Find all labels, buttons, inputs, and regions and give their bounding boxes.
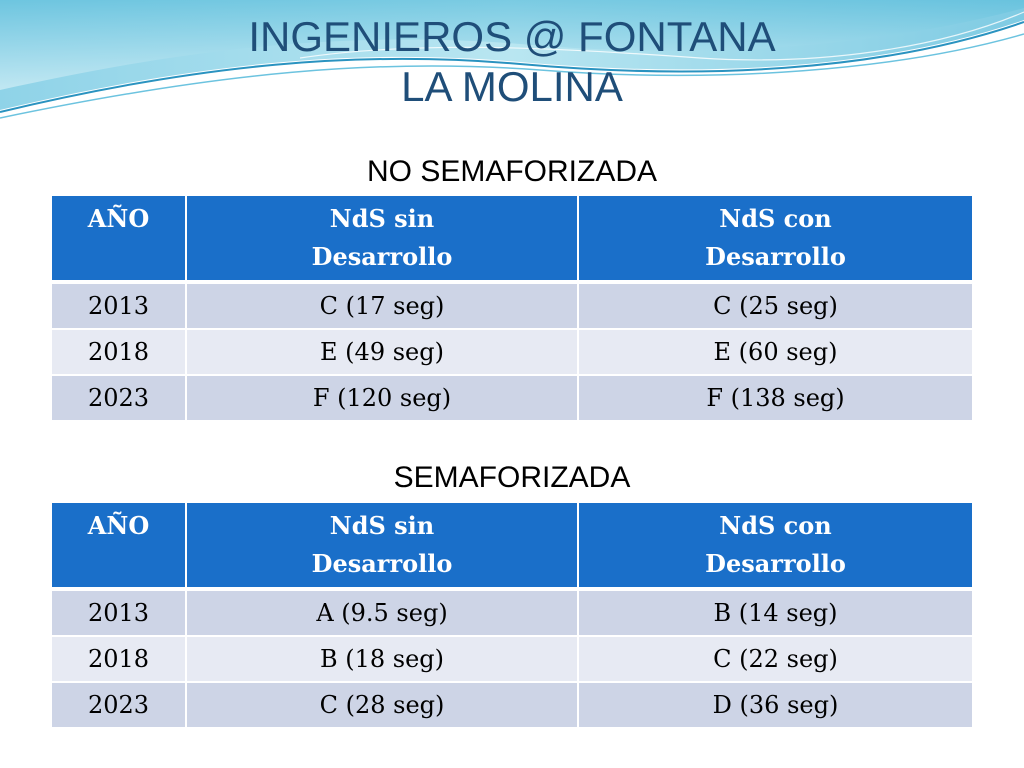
table-header-row (52, 196, 972, 284)
nds-table-no-semaforizada (52, 196, 972, 422)
header-label: NdS sin Desarrollo (311, 511, 453, 578)
header-cell-year (52, 196, 187, 284)
cell-nds-sin: C (28 seg) (187, 683, 579, 729)
cell-year: 2013 (52, 284, 187, 330)
cell-year: 2013 (52, 591, 187, 637)
cell-nds-con: F (138 seg) (579, 376, 972, 422)
table-row (52, 637, 972, 683)
cell-year: 2023 (52, 683, 187, 729)
cell-year: 2018 (52, 637, 187, 683)
section-label-no-semaforizada: NO SEMAFORIZADA (366, 155, 658, 188)
header-label: NdS con Desarrollo (705, 204, 846, 271)
cell-nds-sin: F (120 seg) (187, 376, 579, 422)
table-row (52, 376, 972, 422)
cell-nds-con: D (36 seg) (579, 683, 972, 729)
title-line-1: INGENIEROS @ FONTANA (248, 13, 776, 60)
cell-year: 2023 (52, 376, 187, 422)
header-cell-year (52, 503, 187, 591)
cell-nds-con: C (22 seg) (579, 637, 972, 683)
cell-nds-sin: A (9.5 seg) (187, 591, 579, 637)
header-cell-nds-con (579, 196, 972, 284)
header-cell-nds-sin (187, 196, 579, 284)
header-label: AÑO (87, 511, 150, 540)
table-row (52, 591, 972, 637)
table-header-row (52, 503, 972, 591)
header-label: NdS con Desarrollo (705, 511, 846, 578)
section-label-semaforizada: SEMAFORIZADA (393, 461, 631, 494)
table-row (52, 330, 972, 376)
cell-nds-con: B (14 seg) (579, 591, 972, 637)
cell-nds-con: E (60 seg) (579, 330, 972, 376)
cell-nds-sin: C (17 seg) (187, 284, 579, 330)
table-row (52, 284, 972, 330)
cell-nds-sin: B (18 seg) (187, 637, 579, 683)
header-label: NdS sin Desarrollo (311, 204, 453, 271)
table-row (52, 683, 972, 729)
cell-year: 2018 (52, 330, 187, 376)
nds-table-semaforizada (52, 503, 972, 729)
header-cell-nds-con (579, 503, 972, 591)
cell-nds-con: C (25 seg) (579, 284, 972, 330)
slide-title (0, 12, 1024, 112)
header-cell-nds-sin (187, 503, 579, 591)
title-line-2: LA MOLINA (401, 63, 623, 110)
cell-nds-sin: E (49 seg) (187, 330, 579, 376)
header-label: AÑO (87, 204, 150, 233)
